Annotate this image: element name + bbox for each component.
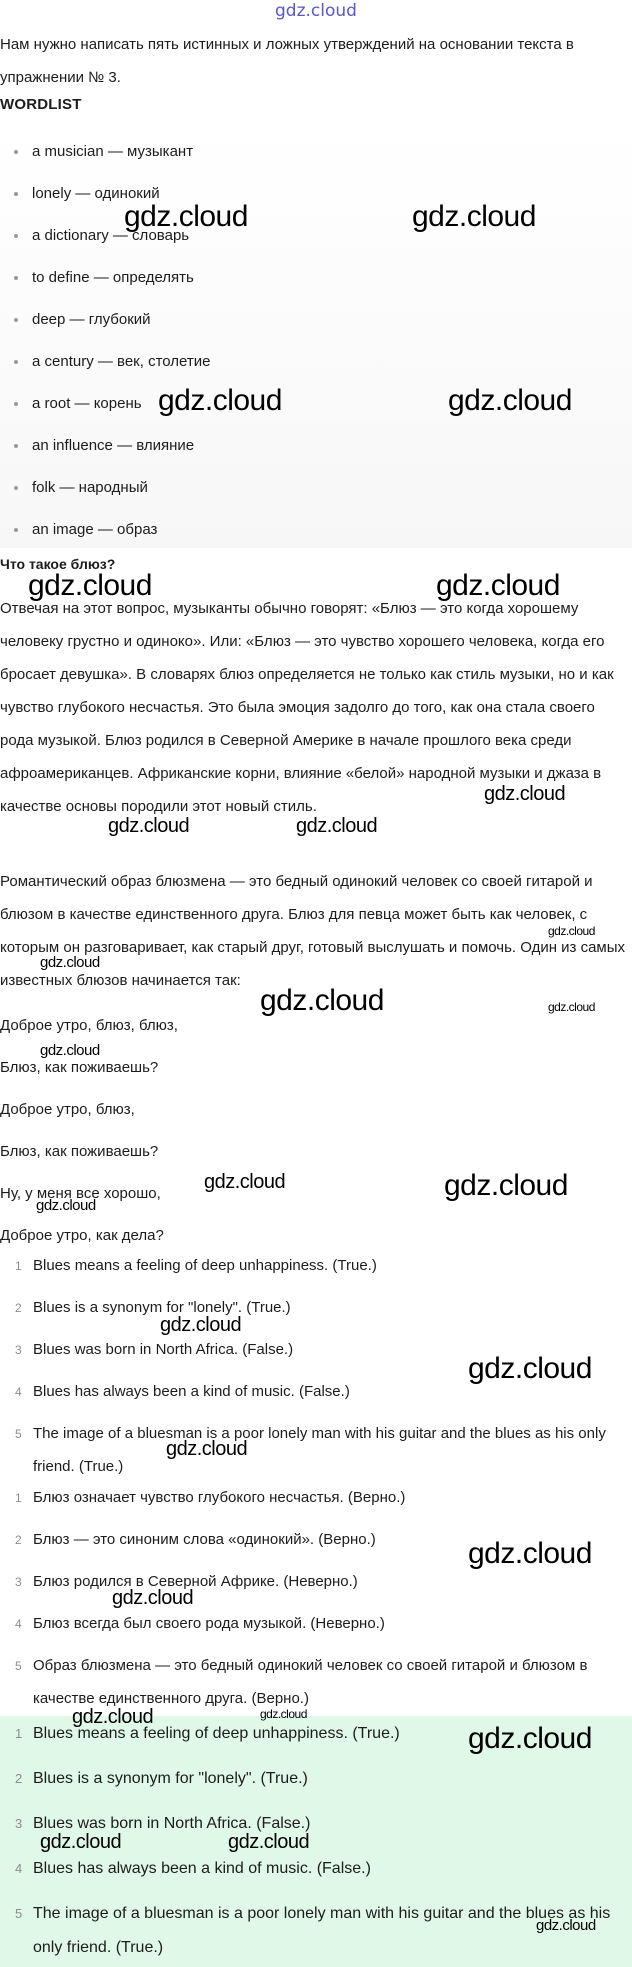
watermark: gdz.cloud <box>536 1917 596 1934</box>
bullet-icon <box>14 486 18 490</box>
watermark: gdz.cloud <box>296 815 378 837</box>
watermark: gdz.cloud <box>448 384 572 417</box>
watermark: gdz.cloud <box>72 1706 154 1728</box>
song-line: Блюз, как поживаешь? <box>0 1059 159 1076</box>
bullet-icon <box>14 402 18 406</box>
wordlist-item: a dictionary — словарь <box>0 224 600 248</box>
wordlist-item: an image — образ <box>0 518 600 542</box>
wordlist-heading: WORDLIST <box>0 96 82 113</box>
section-heading: Что такое блюз? <box>0 556 116 572</box>
watermark: gdz.cloud <box>548 1000 595 1014</box>
watermark: gdz.cloud <box>40 954 100 971</box>
song-line: Блюз, как поживаешь? <box>0 1143 159 1160</box>
bullet-icon <box>14 318 18 322</box>
watermark: gdz.cloud <box>412 200 536 233</box>
wordlist-item: folk — народный <box>0 476 600 500</box>
bullet-icon <box>14 234 18 238</box>
watermark: gdz.cloud <box>468 1722 592 1755</box>
top-watermark: gdz.cloud <box>275 1 357 21</box>
bullet-icon <box>14 360 18 364</box>
watermark: gdz.cloud <box>484 783 566 805</box>
bullet-icon <box>14 276 18 280</box>
page: gdz.cloud Нам нужно написать пять истинных и ложных утверждений на основании текста в упражнении № 3. WORDLIST a musician — музыкант lonely — одинокий a dictionary — словарь to define — определять deep — глубокий a century — век, столетие a root — корень an influence — влияние folk — народный an image — образ Что такое блюз? Отвечая на этот вопрос, музыканты обычно говорят: «Блюз — это когда хорошему человеку грустно и одиноко». Или: «Блюз — это чувство хорошего человека, когда его бросает девушка». В словарях блюз определяется не только как стиль музыки, но и как чувство глубокого несчастья. Это была эмоция задолго до того, как она стала своего рода музыкой. Блюз родился в Северной Америке в начале прошлого века среди афроамериканцев. Африканские корни, влияние «белой» народной музыки и джаза в качестве основы породили этот новый стиль. Романтический образ блюзмена — это бедный одинокий человек со своей гитарой и блюзом в качестве единственного друга. Блюз для певца может быть как человек, с которым он разговаривает, как старый друг, готовый выслушать и помочь. Один из самых известных блюзов начинается так: Доброе утро, блюз, блюз, Блюз, как поживаешь? Доброе утро, блюз, Блюз, как поживаешь? Ну, у меня все хорошо, Доброе утро, как дела? 1 Blues means a feeling of deep unhappiness. (True.) 2 Blues is a synonym for "lonely". (True.) 3 Blues was born in North Africa. (False.) 4 Blues has always been a kind of music. (False.) 5 The image of a bluesman is a poor lonely man with his guitar and the blues as his only friend. (True.) 1 Блюз означает чувство глубокого несчастья. (Верно.) 2 Блюз — это синоним слова «одинокий». (Верно.) 3 Блюз родился в Северной Африке. (Неверно.) 4 Блюз всегда был своего рода музыкой. (Неверно.) 5 Образ блюзмена — это бедный одинокий человек со своей гитарой и блюзом в качестве единственного друга. (Верно.) 1 Blues means a feeling of deep unhappiness. (True.) 2 Blues is a synonym for "lonely". (True.) 3 Blues was born in North Africa. (False.) 4 Blues has always been a kind of music. (False.) 5 The image of a bluesman is a poor lonely man with his guitar and the blues as his only friend. (True.) gdz.cloud gdz.cloud gdz.cloud gdz.cloud gdz.cloud gdz.cloud gdz.cloud gdz.cloud gdz.cloud gdz.cloud gdz.cloud gdz.cloud gdz.cloud gdz.cloud gdz.cloud gdz.cloud gdz.cloud gdz.cloud gdz.cloud gdz.cloud gdz.cloud gdz.cloud gdz.cloud gdz.cloud gdz.cloud gdz.cloud gdz.cloud gdz.cloud <box>0 0 632 1967</box>
paragraph: Романтический образ блюзмена — это бедный одинокий человек со своей гитарой и блюзом в качестве единственного друга. Блюз для певца может быть как человек, с которым он разговаривает, как старый друг, готовый выслушать и помочь. Один из самых известных блюзов начинается так: <box>0 873 626 989</box>
watermark: gdz.cloud <box>36 1197 96 1214</box>
song-line: Доброе утро, блюз, <box>0 1101 135 1118</box>
paragraph: Отвечая на этот вопрос, музыканты обычно говорят: «Блюз — это когда хорошему человеку грустно и одиноко». Или: «Блюз — это чувство хорошего человека, когда его бросает девушка». В словарях блюз определяется не только как стиль музыки, но и как чувство глубокого несчастья. Это была эмоция задолго до того, как она стала своего рода музыкой. Блюз родился в Северной Америке в начале прошлого века среди афроамериканцев. Африканские корни, влияние «белой» народной музыки и джаза в качестве основы породили этот новый стиль. <box>0 600 614 815</box>
song-line: Доброе утро, как дела? <box>0 1227 164 1244</box>
watermark: gdz.cloud <box>124 200 248 233</box>
wordlist-item: a musician — музыкант <box>0 140 600 164</box>
bullet-icon <box>14 444 18 448</box>
intro-text: Нам нужно написать пять истинных и ложных утверждений на основании текста в упражнении № 3. <box>0 36 574 86</box>
watermark: gdz.cloud <box>548 924 595 938</box>
watermark: gdz.cloud <box>228 1831 310 1853</box>
watermark: gdz.cloud <box>28 569 152 602</box>
watermark: gdz.cloud <box>436 569 560 602</box>
watermark: gdz.cloud <box>468 1537 592 1570</box>
wordlist-item: a century — век, столетие <box>0 350 600 374</box>
song-line: Ну, у меня все хорошо, <box>0 1185 161 1202</box>
watermark: gdz.cloud <box>158 384 282 417</box>
bullet-icon <box>14 192 18 196</box>
wordlist-item: an influence — влияние <box>0 434 600 458</box>
watermark: gdz.cloud <box>160 1314 242 1336</box>
wordlist-item: lonely — одинокий <box>0 182 600 206</box>
watermark: gdz.cloud <box>108 815 190 837</box>
watermark: gdz.cloud <box>166 1438 248 1460</box>
bullet-icon <box>14 528 18 532</box>
watermark: gdz.cloud <box>112 1587 194 1609</box>
watermark: gdz.cloud <box>40 1042 100 1059</box>
song-line: Доброе утро, блюз, блюз, <box>0 1017 178 1034</box>
wordlist-item: deep — глубокий <box>0 308 600 332</box>
bullet-icon <box>14 150 18 154</box>
watermark: gdz.cloud <box>260 984 384 1017</box>
watermark: gdz.cloud <box>468 1352 592 1385</box>
watermark: gdz.cloud <box>444 1169 568 1202</box>
watermark: gdz.cloud <box>40 1831 122 1853</box>
watermark: gdz.cloud <box>204 1171 286 1193</box>
wordlist-item: a root — корень <box>0 392 600 416</box>
wordlist-item: to define — определять <box>0 266 600 290</box>
watermark: gdz.cloud <box>260 1707 307 1721</box>
